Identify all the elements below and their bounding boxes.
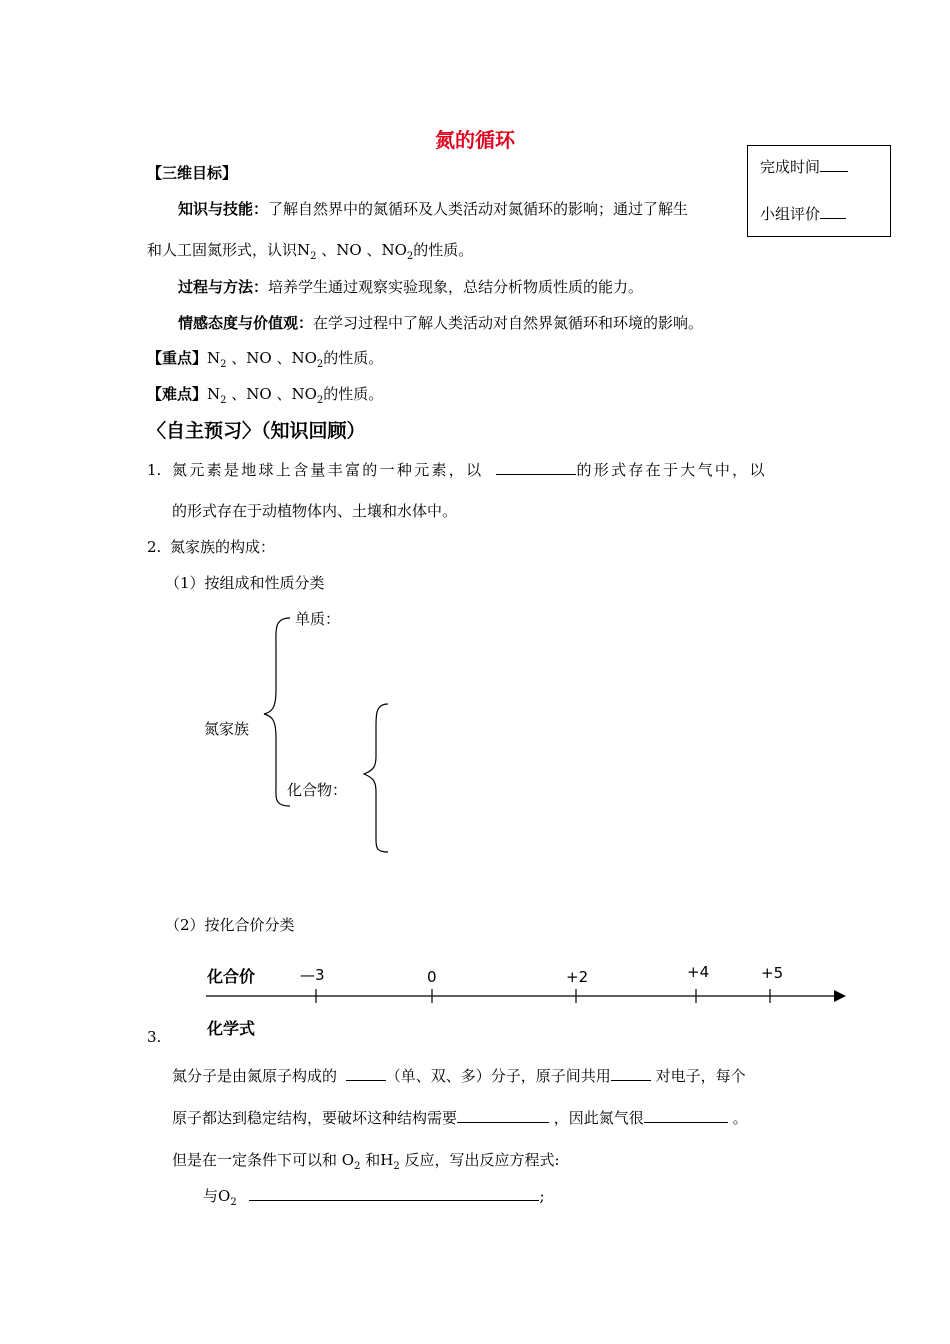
q2-text: 氮家族的构成：: [170, 538, 276, 556]
subscript: 2: [310, 251, 317, 262]
q3-text-3c: 反应，写出反应方程式:: [404, 1151, 560, 1169]
attitude-text: 在学习过程中了解人类活动对自然界氮循环和环境的影响。: [313, 314, 704, 332]
q3-line-3: [172, 1150, 560, 1177]
q3-text-4-end: ;: [539, 1187, 545, 1205]
key-point-label: 【重点】: [147, 349, 208, 367]
process-text: 培养学生通过观察实验现象，总结分析物质性质的能力。: [268, 278, 644, 296]
group-eval-label: 小组评价: [760, 205, 821, 223]
key-point-text-c: 的性质。: [323, 349, 384, 367]
q3-number: 3.: [147, 1028, 162, 1046]
subscript: 2: [354, 1161, 361, 1172]
key-point-text-a: N: [207, 349, 221, 367]
q3-blank-1[interactable]: [346, 1066, 386, 1081]
objectives-heading: 【三维目标】: [147, 164, 238, 182]
valence-value: +2: [566, 968, 589, 986]
q3-text-3b: 和H: [365, 1151, 394, 1169]
q3-blank-3[interactable]: [457, 1108, 549, 1123]
compound-label: 化合物：: [287, 781, 348, 799]
page-title: 氮的循环: [435, 128, 515, 152]
valence-value: +4: [687, 963, 710, 981]
completion-time-label: 完成时间: [760, 158, 821, 176]
difficult-point-text-a: N: [207, 385, 221, 403]
subscript: 2: [220, 359, 227, 370]
q3-line-2: [172, 1108, 748, 1128]
q3-text-3a: 但是在一定条件下可以和 O: [172, 1151, 355, 1169]
q3-blank-2[interactable]: [611, 1066, 651, 1081]
q1-text-b: 的形式存在于大气中，以: [576, 461, 767, 479]
q3-equation-blank[interactable]: [249, 1186, 539, 1201]
q2-sub1: （1）按组成和性质分类: [165, 574, 325, 592]
q3-text-1c: 对电子，每个: [655, 1067, 746, 1085]
formula-label: 化学式: [207, 1019, 256, 1038]
valence-label: 化合价: [207, 967, 256, 986]
q1-number: 1.: [147, 461, 162, 479]
subscript: 2: [406, 251, 414, 262]
axis-arrow: [834, 990, 846, 1002]
element-label: 单质：: [295, 610, 341, 628]
knowledge-text-2c: 的性质。: [413, 241, 474, 259]
q3-blank-4[interactable]: [644, 1108, 728, 1123]
process-label: 过程与方法：: [178, 278, 269, 296]
subscript: 2: [316, 395, 324, 406]
key-point-text-b: 、NO 、NO: [231, 349, 317, 367]
q3-text-2a: 原子都达到稳定结构，要破坏这种结构需要: [172, 1109, 458, 1127]
subscript: 2: [230, 1197, 237, 1208]
q3-text-4a: 与O: [203, 1187, 231, 1205]
q2-number: 2.: [147, 538, 162, 556]
q2-sub2: （2）按化合价分类: [165, 916, 295, 934]
subscript: 2: [393, 1161, 400, 1172]
q3-text-2b: ，因此氮气很: [553, 1109, 644, 1127]
valence-value: +5: [761, 964, 784, 982]
attitude-label: 情感态度与价值观：: [178, 314, 314, 332]
valence-value: —3: [300, 966, 325, 984]
knowledge-text: 了解自然界中的氮循环及人类活动对氮循环的影响；通过了解生: [268, 200, 689, 218]
preview-heading: 〈自主预习〉（知识回顾）: [147, 420, 366, 442]
family-label: 氮家族: [204, 720, 250, 738]
difficult-point-text-b: 、NO 、NO: [231, 385, 317, 403]
q1-text-a: 氮元素是地球上含量丰富的一种元素，以: [172, 461, 484, 479]
knowledge-text-2a: 和人工固氮形式，认识N: [147, 241, 311, 259]
subscript: 2: [316, 359, 324, 370]
subscript: 2: [220, 395, 227, 406]
q1-line-2: 的形式存在于动植物体内、土壤和水体中。: [172, 502, 458, 520]
q3-text-2c: 。: [732, 1109, 748, 1127]
q3-line-4: [203, 1186, 545, 1213]
q3-text-1b: （单、双、多）分子，原子间共用: [385, 1067, 611, 1085]
knowledge-label: 知识与技能：: [178, 200, 269, 218]
valence-value: 0: [427, 968, 437, 986]
difficult-point-text-c: 的性质。: [323, 385, 384, 403]
q3-text-1a: 氮分子是由氮原子构成的: [172, 1067, 338, 1085]
difficult-point-label: 【难点】: [147, 385, 208, 403]
q3-line-1: [172, 1066, 746, 1086]
knowledge-text-2b: 、NO 、NO: [321, 241, 407, 259]
